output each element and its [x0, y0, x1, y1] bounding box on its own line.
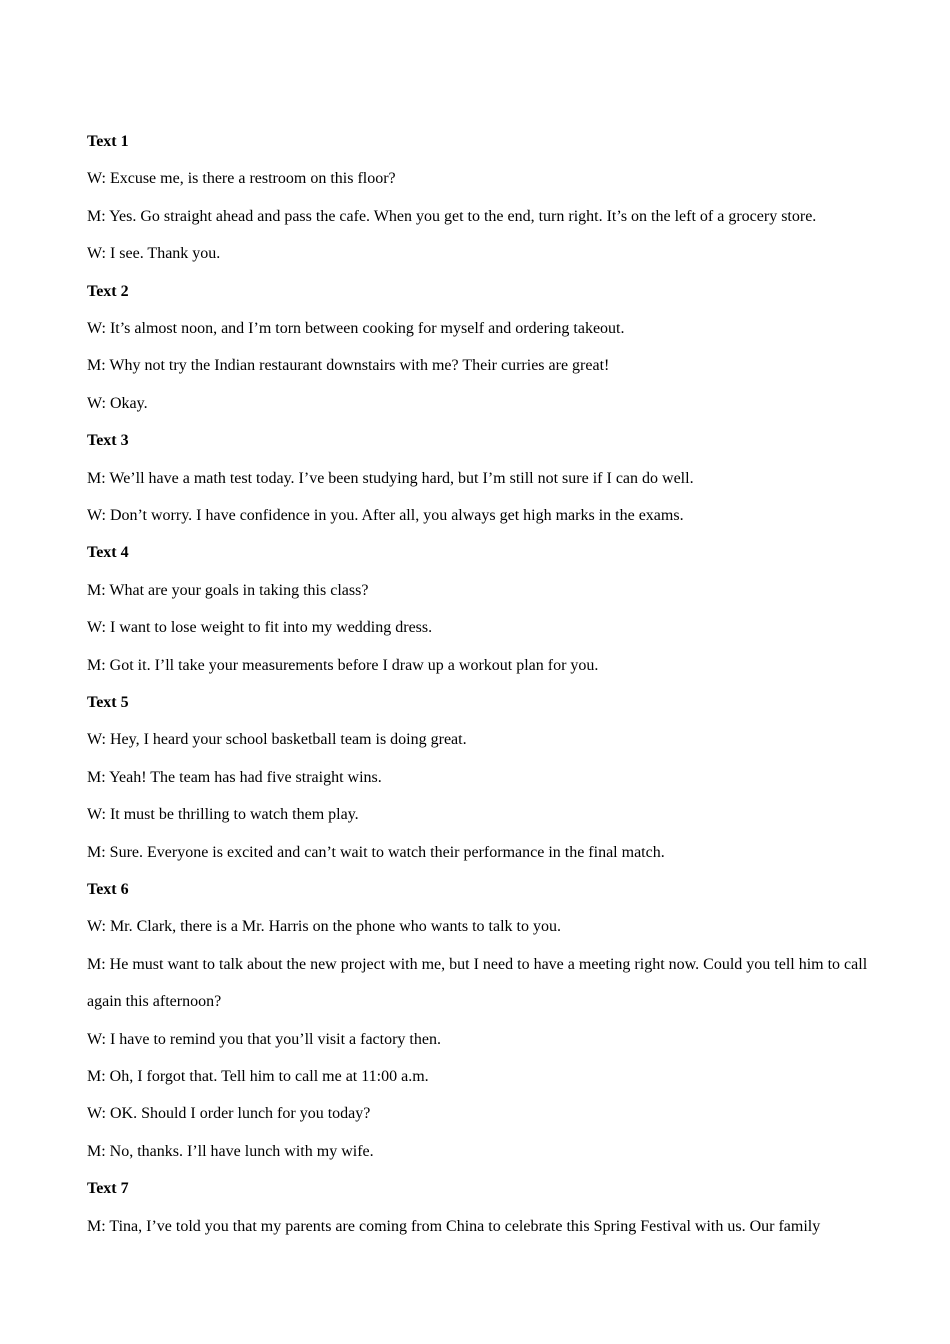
- dialogue-line: M: Oh, I forgot that. Tell him to call me at 11:00 a.m.: [87, 1068, 429, 1086]
- section-text-5: [87, 684, 877, 871]
- section-text-4: [87, 534, 877, 684]
- dialogue-line: W: Mr. Clark, there is a Mr. Harris on the phone who wants to talk to you.: [87, 918, 561, 936]
- dialogue-line: M: He must want to talk about the new project with me, but I need to have a meeting right now. Could you tell him to call again this afternoon?: [87, 955, 868, 1011]
- section-text-3: [87, 422, 877, 534]
- transcript-page: [87, 123, 877, 1245]
- dialogue-line: W: I have to remind you that you’ll visit a factory then.: [87, 1030, 441, 1048]
- section-heading: Text 7: [87, 1180, 129, 1198]
- dialogue-line: W: Hey, I heard your school basketball team is doing great.: [87, 731, 467, 749]
- section-text-7: [87, 1170, 877, 1245]
- dialogue-line: M: Yes. Go straight ahead and pass the cafe. When you get to the end, turn right. It’s on the left of a grocery store.: [87, 207, 817, 225]
- section-text-6: [87, 871, 877, 1170]
- dialogue-line: M: Sure. Everyone is excited and can’t wait to watch their performance in the final match.: [87, 843, 665, 861]
- section-text-1: [87, 123, 877, 273]
- section-heading: Text 3: [87, 432, 129, 450]
- section-heading: Text 2: [87, 282, 129, 300]
- dialogue-line: M: Yeah! The team has had five straight wins.: [87, 768, 382, 786]
- dialogue-line: M: Why not try the Indian restaurant downstairs with me? Their curries are great!: [87, 357, 610, 375]
- dialogue-line: W: I see. Thank you.: [87, 245, 221, 263]
- dialogue-line: W: Okay.: [87, 394, 148, 412]
- dialogue-line: W: Excuse me, is there a restroom on this floor?: [87, 170, 396, 188]
- section-text-2: [87, 273, 877, 423]
- section-heading: Text 6: [87, 881, 129, 899]
- dialogue-line: M: No, thanks. I’ll have lunch with my wife.: [87, 1142, 374, 1160]
- section-heading: Text 5: [87, 694, 129, 712]
- dialogue-line: M: Got it. I’ll take your measurements before I draw up a workout plan for you.: [87, 656, 599, 674]
- dialogue-line: M: We’ll have a math test today. I’ve been studying hard, but I’m still not sure if I can do well.: [87, 469, 694, 487]
- dialogue-line: M: Tina, I’ve told you that my parents are coming from China to celebrate this Spring Festival with us. Our family: [87, 1217, 821, 1235]
- section-heading: Text 4: [87, 544, 129, 562]
- dialogue-line: W: Don’t worry. I have confidence in you. After all, you always get high marks in the exams.: [87, 507, 684, 525]
- dialogue-line: W: It must be thrilling to watch them play.: [87, 806, 359, 824]
- dialogue-line: W: OK. Should I order lunch for you today?: [87, 1105, 371, 1123]
- dialogue-line: W: It’s almost noon, and I’m torn between cooking for myself and ordering takeout.: [87, 320, 625, 337]
- dialogue-line: W: I want to lose weight to fit into my wedding dress.: [87, 619, 433, 637]
- section-heading: Text 1: [87, 133, 129, 150]
- dialogue-line: M: What are your goals in taking this class?: [87, 581, 369, 599]
